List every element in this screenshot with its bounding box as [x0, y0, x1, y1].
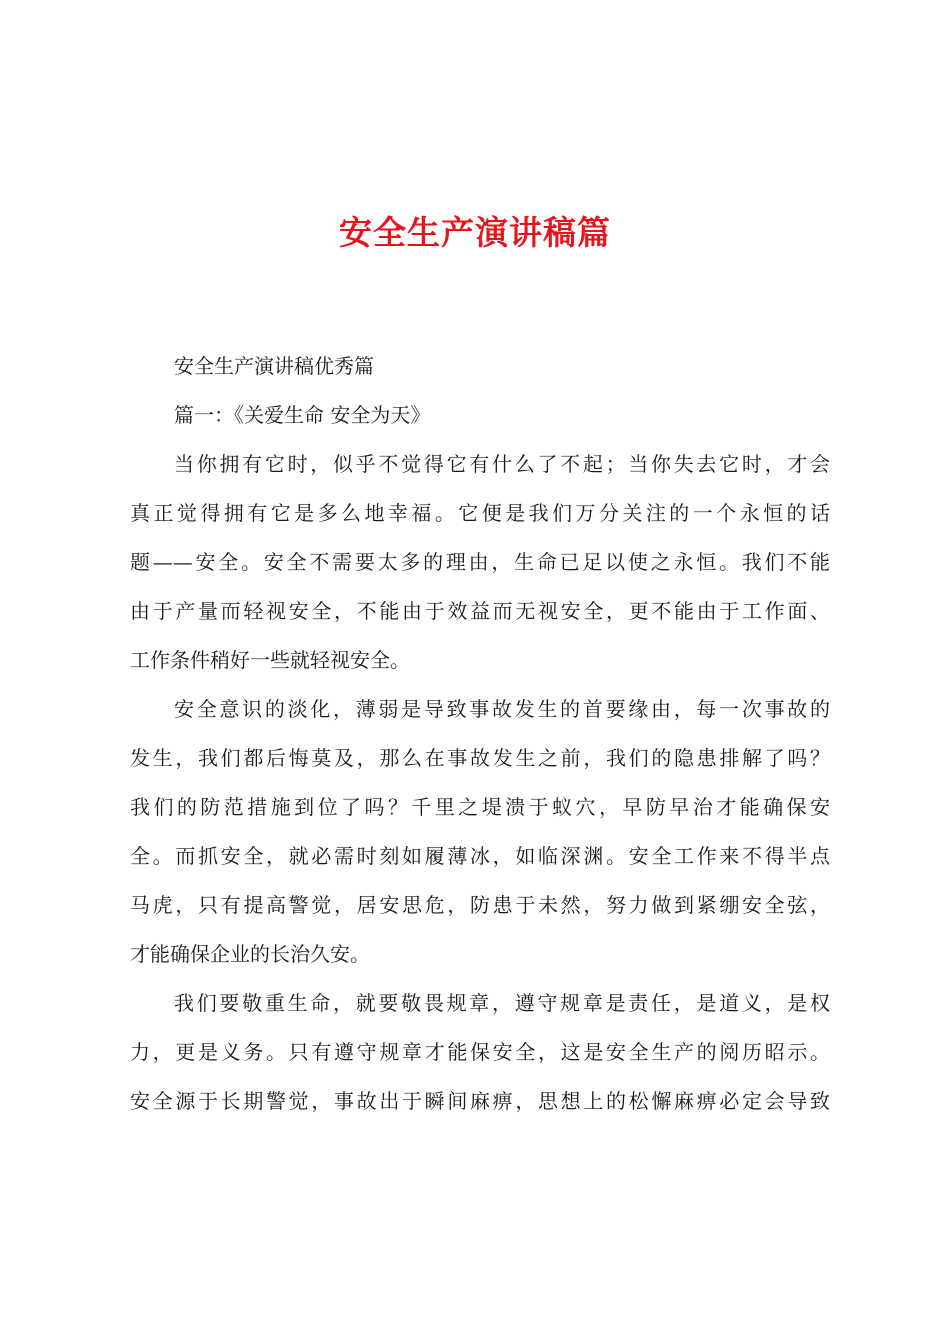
- paragraph: [130, 440, 830, 685]
- paragraph-line: 题——安全。安全不需要太多的理由，生命已足以使之永恒。我们不能: [130, 550, 830, 574]
- paragraph-line: 力，更是义务。只有遵守规章才能保安全，这是安全生产的阅历昭示。: [130, 1040, 830, 1064]
- paragraph-line: 工作条件稍好一些就轻视安全。: [130, 648, 410, 672]
- paragraph-line: 我们要敬重生命，就要敬畏规章，遵守规章是责任，是道义，是权: [174, 991, 830, 1015]
- paragraph-line: 安全源于长期警觉，事故出于瞬间麻痹，思想上的松懈麻痹必定会导致: [130, 1089, 830, 1113]
- paragraph-line: 发生，我们都后悔莫及，那么在事故发生之前，我们的隐患排解了吗？: [130, 746, 830, 770]
- document-title: 安全生产演讲稿篇: [339, 213, 611, 252]
- paragraph-line: 我们的防范措施到位了吗？千里之堤溃于蚁穴，早防早治才能确保安: [130, 795, 830, 819]
- section-heading: 篇一：《关爱生命 安全为天》: [174, 403, 431, 427]
- paragraph-line: 当你拥有它时，似乎不觉得它有什么了不起；当你失去它时，才会: [174, 452, 830, 476]
- paragraph-line: 安全意识的淡化，薄弱是导致事故发生的首要缘由，每一次事故的: [174, 697, 830, 721]
- paragraph-line: 才能确保企业的长治久安。: [130, 942, 370, 966]
- document-body: [130, 342, 830, 1126]
- paragraph: [130, 979, 830, 1126]
- paragraph: [130, 685, 830, 979]
- document-subtitle: 安全生产演讲稿优秀篇: [174, 354, 374, 378]
- paragraph-line: 真正觉得拥有它是多么地幸福。它便是我们万分关注的一个永恒的话: [130, 501, 830, 525]
- paragraph-line: 马虎，只有提高警觉，居安思危，防患于未然，努力做到紧绷安全弦，: [130, 893, 830, 917]
- paragraph-line: 全。而抓安全，就必需时刻如履薄冰，如临深渊。安全工作来不得半点: [130, 844, 830, 868]
- paragraph-line: 由于产量而轻视安全，不能由于效益而无视安全，更不能由于工作面、: [130, 599, 830, 623]
